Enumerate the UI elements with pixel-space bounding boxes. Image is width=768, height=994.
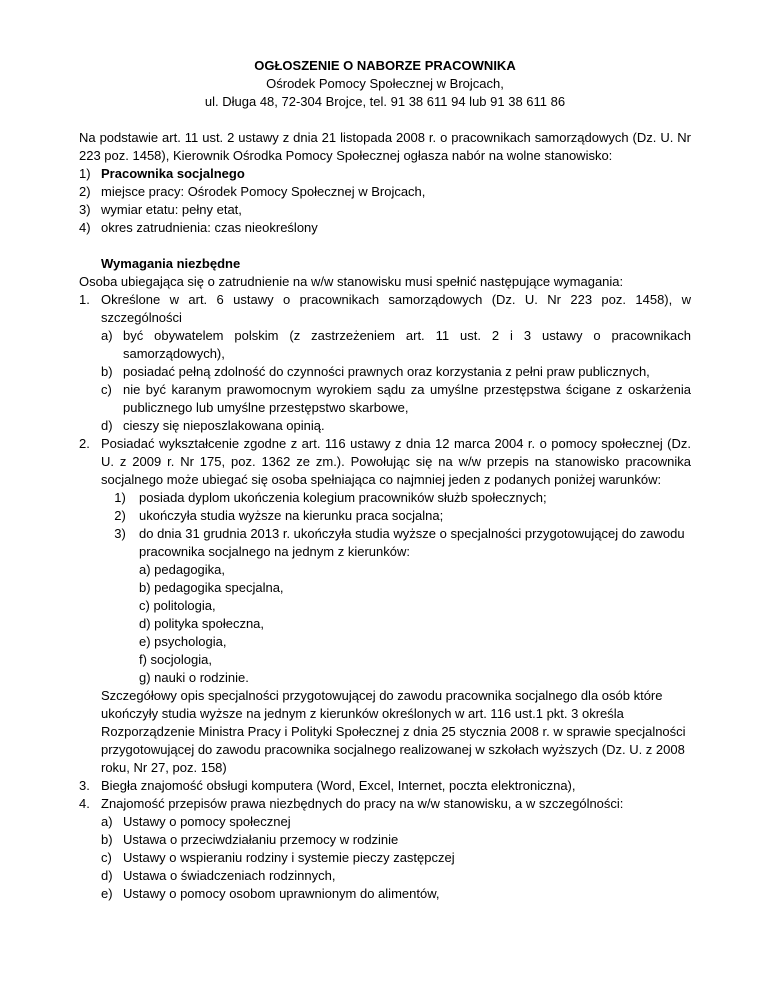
list-item: a) Ustawy o pomocy społecznej bbox=[101, 814, 291, 829]
requirement-item: 2. Posiadać wykształcenie zgodne z art. 116 ustawy z dnia 12 marca 2004 r. o pomocy społecznej (Dz. U. z 2009 r. Nr 175, poz. 1362 ze zm.). Powołując się na w/w przepis na stanowisko pracownika socjalnego może ubiegać się osoba spełniająca co najmniej jeden z podanych poniżej warunków: bbox=[79, 436, 691, 487]
list-item: 4) okres zatrudnienia: czas nieokreślony bbox=[79, 220, 318, 235]
announcement-title: OGŁOSZENIE O NABORZE PRACOWNIKA bbox=[254, 58, 516, 73]
list-item: 3) wymiar etatu: pełny etat, bbox=[79, 202, 242, 217]
requirement-item: 4. Znajomość przepisów prawa niezbędnych do pracy na w/w stanowisku, a w szczególności: bbox=[79, 796, 624, 811]
list-item: d) cieszy się nieposzlakowana opinią. bbox=[101, 418, 325, 433]
position-title: Pracownika socjalnego bbox=[101, 166, 245, 181]
position-list bbox=[79, 165, 691, 237]
regulation-note: Szczegółowy opis specjalności przygotowującej do zawodu pracownika socjalnego dla osób które ukończyły studia wyższe na jednym z kierunków określonych w art. 116 ust.1 pkt. 3 określa Rozporządzenie Ministra Pracy i Polityki Społecznej z dnia 25 stycznia 2008 r. w sprawie specjalności przygotowującej do zawodu pracownika socjalnego realizowanej w szkołach wyższych (Dz. U. z 2008 roku, Nr 27, poz. 158) bbox=[101, 688, 686, 775]
list-item: f) socjologia, bbox=[139, 652, 212, 667]
list-item: c) Ustawy o wspieraniu rodziny i systemie pieczy zastępczej bbox=[101, 850, 455, 865]
document-page bbox=[79, 0, 691, 903]
requirements-heading: Wymagania niezbędne bbox=[101, 256, 241, 271]
list-item: 2) ukończyła studia wyższe na kierunku praca socjalna; bbox=[114, 508, 444, 523]
list-item: 1) Pracownika socjalnego bbox=[79, 165, 691, 183]
list-item: a) pedagogika, bbox=[139, 562, 226, 577]
list-item: 2) miejsce pracy: Ośrodek Pomocy Społecznej w Brojcach, bbox=[79, 184, 426, 199]
list-item: b) Ustawa o przeciwdziałaniu przemocy w rodzinie bbox=[101, 832, 399, 847]
list-item: a) być obywatelem polskim (z zastrzeżeniem art. 11 ust. 2 i 3 ustawy o pracownikach samorządowych), bbox=[101, 328, 691, 361]
list-item: g) nauki o rodzinie. bbox=[139, 670, 249, 685]
list-item: d) Ustawa o świadczeniach rodzinnych, bbox=[101, 868, 336, 883]
requirement-item: 3. Biegła znajomość obsługi komputera (Word, Excel, Internet, poczta elektroniczna), bbox=[79, 778, 576, 793]
list-item: c) nie być karanym prawomocnym wyrokiem sądu za umyślne przestępstwa ścigane z oskarżenia publicznego lub umyślne przestępstwo skarbowe, bbox=[101, 382, 691, 415]
requirements-lead: Osoba ubiegająca się o zatrudnienie na w/w stanowisku musi spełnić następujące wymagania: bbox=[79, 274, 624, 289]
organization-name: Ośrodek Pomocy Społecznej w Brojcach, bbox=[266, 76, 504, 91]
list-item: 1) posiada dyplom ukończenia kolegium pracowników służb społecznych; bbox=[114, 490, 547, 505]
list-item: e) psychologia, bbox=[139, 634, 227, 649]
field-list bbox=[79, 561, 691, 687]
list-item: c) politologia, bbox=[139, 598, 216, 613]
list-item: d) polityka społeczna, bbox=[139, 616, 265, 631]
organization-address: ul. Długa 48, 72-304 Brojce, tel. 91 38 611 94 lub 91 38 611 86 bbox=[204, 94, 566, 109]
list-item: 3) do dnia 31 grudnia 2013 r. ukończyła studia wyższe o specjalności przygotowującej do zawodu pracownika socjalnego na jednym z kierunków: bbox=[114, 526, 685, 559]
requirement-item: 1. Określone w art. 6 ustawy o pracownikach samorządowych (Dz. U. Nr 223 poz. 1458), w szczególności bbox=[79, 292, 691, 325]
intro-paragraph: Na podstawie art. 11 ust. 2 ustawy z dnia 21 listopada 2008 r. o pracownikach samorządowych (Dz. U. Nr 223 poz. 1458), Kierownik Ośrodka Pomocy Społecznej ogłasza nabór na wolne stanowisko: bbox=[79, 130, 691, 163]
list-item: e) Ustawy o pomocy osobom uprawnionym do alimentów, bbox=[101, 886, 440, 901]
list-item: b) posiadać pełną zdolność do czynności prawnych oraz korzystania z pełni praw publicznych, bbox=[101, 364, 650, 379]
list-item: b) pedagogika specjalna, bbox=[139, 580, 284, 595]
